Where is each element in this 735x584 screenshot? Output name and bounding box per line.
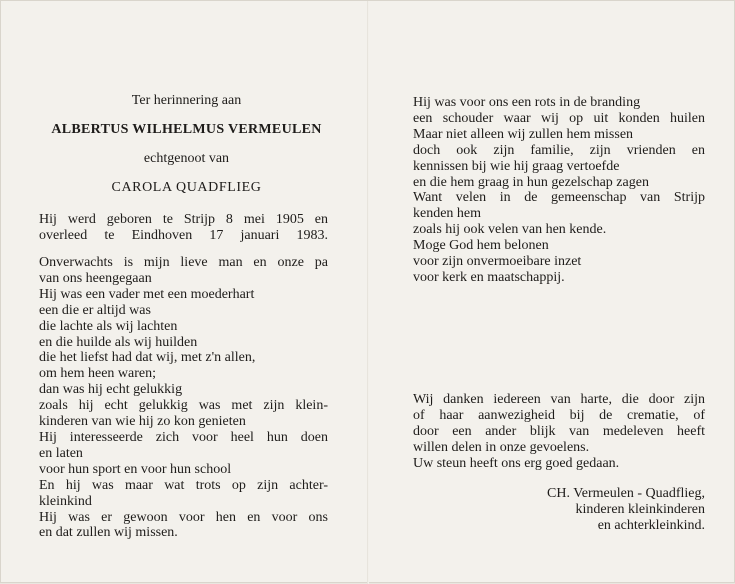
text-line: kinderen kleinkinderen [575, 502, 705, 517]
relation-text: echtgenoot van [143, 151, 230, 166]
signature [413, 486, 705, 534]
thanks-paragraph [413, 392, 705, 472]
text-line: of haar aanwezigheid bij de crematie, of [413, 407, 705, 423]
text-line: Uw steun heeft ons erg goed gedaan. [413, 455, 620, 471]
deceased-name: ALBERTUS WILHELMUS VERMEULEN [51, 122, 322, 137]
text-line: voor zijn onvermoeibare inzet [413, 254, 582, 270]
text-line: willen delen in onze gevoelens. [413, 439, 590, 455]
text-line: en laten [39, 445, 83, 461]
text-line: om hem heen waren; [39, 366, 157, 382]
text-line: Wij danken iedereen van harte, die door zijn [413, 392, 705, 407]
text-line: kennissen bij wie hij graag vertoefde [413, 158, 620, 174]
spouse-name: CAROLA QUADFLIEG [111, 180, 262, 195]
text-line: door een ander blijk van medeleven heeft [413, 423, 705, 439]
text-line: van ons heengegaan [39, 270, 152, 286]
text-line: Hij was er gewoon voor hen en voor ons [39, 509, 328, 525]
text-line: Moge God hem belonen [413, 238, 549, 254]
poem [39, 255, 328, 541]
text-line: voor kerk en maatschappij. [413, 269, 565, 285]
text-line: die lachte als wij lachten [39, 318, 178, 334]
text-line: Hij was voor ons een rots in de branding [413, 95, 641, 110]
text-line: overleed te Eindhoven 17 januari 1983. [39, 227, 328, 243]
text-line: kinderen van wie hij zo kon genieten [39, 414, 246, 430]
text-line: en dat zullen wij missen. [39, 525, 178, 541]
text-line: een die er altijd was [39, 302, 151, 318]
dates-paragraph [39, 212, 328, 244]
text-line: voor hun sport en voor hun school [39, 461, 232, 477]
text-line: die het liefst had dat wij, met z'n allen, [39, 350, 256, 366]
text-line: en die hem graag in hun gezelschap zagen [413, 174, 649, 190]
text-line: Onverwachts is mijn lieve man en onze pa [39, 255, 328, 270]
text-line: een schouder waar wij op uit konden huilen [413, 110, 705, 126]
intro-text: Ter herinnering aan [131, 93, 242, 108]
text-line: En hij was maar wat trots op zijn achter- [39, 477, 328, 493]
text-line: Hij was een vader met een moederhart [39, 286, 255, 302]
text-line: zoals hij echt gelukkig was met zijn klein- [39, 398, 328, 414]
text-line: en die huilde als wij huilden [39, 334, 198, 350]
text-line: Want velen in de gemeenschap van Strijp [413, 190, 705, 206]
text-line: dan was hij echt gelukkig [39, 382, 183, 398]
text-line: CH. Vermeulen - Quadflieg, [547, 486, 705, 501]
text-line: Hij interesseerde zich voor heel hun doen [39, 429, 328, 445]
text-line: en achterkleinkind. [597, 518, 705, 533]
text-line: doch ook zijn familie, zijn vrienden en [413, 142, 705, 158]
text-line: Hij werd geboren te Strijp 8 mei 1905 en [39, 212, 328, 227]
text-line: kenden hem [413, 206, 482, 222]
tribute-poem [413, 95, 705, 286]
text-line: Maar niet alleen wij zullen hem missen [413, 126, 634, 142]
text-line: zoals hij ook velen van hen kende. [413, 222, 607, 238]
text-line: kleinkind [39, 493, 92, 509]
card-fold [367, 1, 369, 584]
